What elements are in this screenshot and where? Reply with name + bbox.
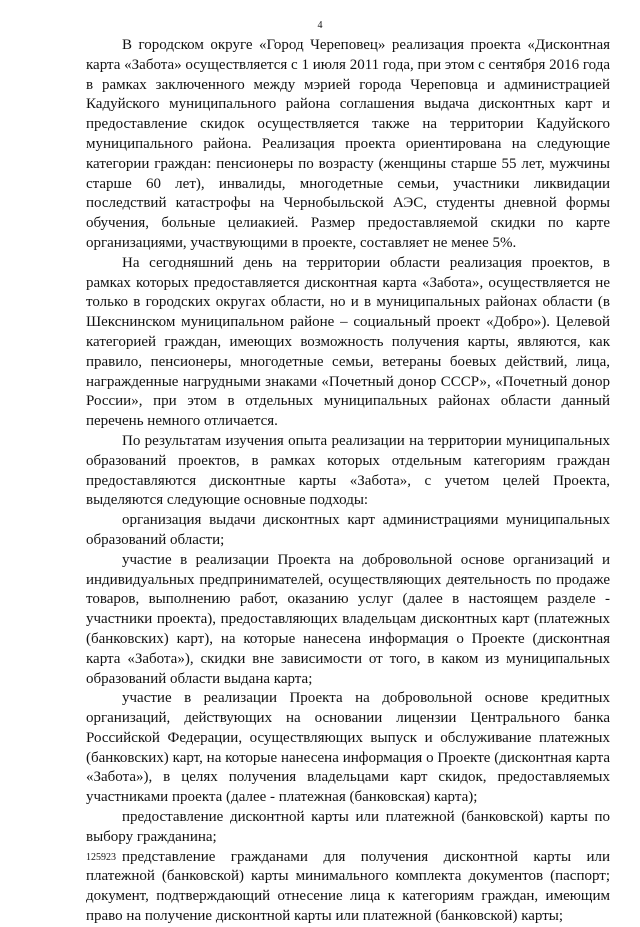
paragraph-approach-card-choice: предоставление дисконтной карты или платежной (банковской) карты по выбору гражданина; bbox=[86, 809, 610, 845]
paragraph-current-regional-status: На сегодняшний день на территории области реализация проектов, в рамках которых предоставляется дисконтная карта «Забота», осуществляется не только в городских округах области, но и в муниципальных районах области (в Шекснинском муниципальном районе – социальный проект «Добро»). Целевой категорией граждан, имеющих возможность получения карты, являются, как правило, пенсионеры, многодетные семьи, ветераны боевых действий, лица, награжденные нагрудными знаками «Почетный донор СССР», «Почетный донор России», при этом в отдельных муниципальных районах области данный перечень немного отличается. bbox=[86, 254, 610, 430]
paragraph-approaches-intro: По результатам изучения опыта реализации на территории муниципальных образований проектов, в рамках которых отдельным категориям граждан предоставляются дисконтные карты «Забота», с учетом целей Проекта, выделяются следующие основные подходы: bbox=[86, 432, 610, 509]
paragraph-cherepovets-project: В городском округе «Город Череповец» реализация проекта «Дисконтная карта «Забота» осуществляется с 1 июля 2011 года, при этом с сентября 2016 года в рамках заключенного между мэрией города Череповца и администрацией Кадуйского муниципального района соглашения выдача дисконтных карт и предоставление скидок осуществляется также на территории Кадуйского муниципального района. Реализация проекта ориентирована на следующие категории граждан: пенсионеры по возрасту (женщины старше 55 лет, мужчины старше 60 лет), инвалиды, многодетные семьи, участники ликвидации последствий катастрофы на Чернобыльской АЭС, студенты дневной формы обучения, больные целиакией. Размер предоставляемой скидки по карте организациями, участвующими в проекте, составляет не менее 5%. bbox=[86, 37, 610, 251]
page-number: 4 bbox=[317, 20, 323, 31]
paragraph-approach-minimal-documents: представление гражданами для получения дисконтной карты или платежной (банковской) карты минимального комплекта документов (паспорт; документ, подтверждающий отнесение лица к категориям граждан, имеющим право на получение дисконтной карты или платежной (банковской) карты; bbox=[86, 848, 610, 925]
paragraph-approach-business-participation: участие в реализации Проекта на добровольной основе организаций и индивидуальных предпринимателей, осуществляющих деятельность по продаже товаров, выполнению работ, оказанию услуг (далее в настоящем разделе - участники проекта), предоставляющих владельцам дисконтных карт (платежных (банковских) карт), на которые нанесена информация о Проекте (дисконтная карта «Забота»), скидки вне зависимости от того, в каком из муниципальных образований области выдана карта; bbox=[86, 551, 610, 687]
paragraph-approach-bank-participation: участие в реализации Проекта на добровольной основе кредитных организаций, действующих на основании лицензии Центрального банка Российской Федерации, осуществляющих выпуск и обслуживание платежных (банковских) карт, на которые нанесена информация о Проекте (дисконтная карта «Забота»), в целях получения владельцами карт скидок, предоставляемых участниками проекта (далее - платежная (банковская) карта); bbox=[86, 690, 610, 806]
document-body bbox=[86, 36, 610, 927]
paragraph-approach-municipal-issuance: организация выдачи дисконтных карт администрациями муниципальных образований области; bbox=[86, 512, 610, 548]
footer-code: 125923 bbox=[86, 852, 116, 863]
